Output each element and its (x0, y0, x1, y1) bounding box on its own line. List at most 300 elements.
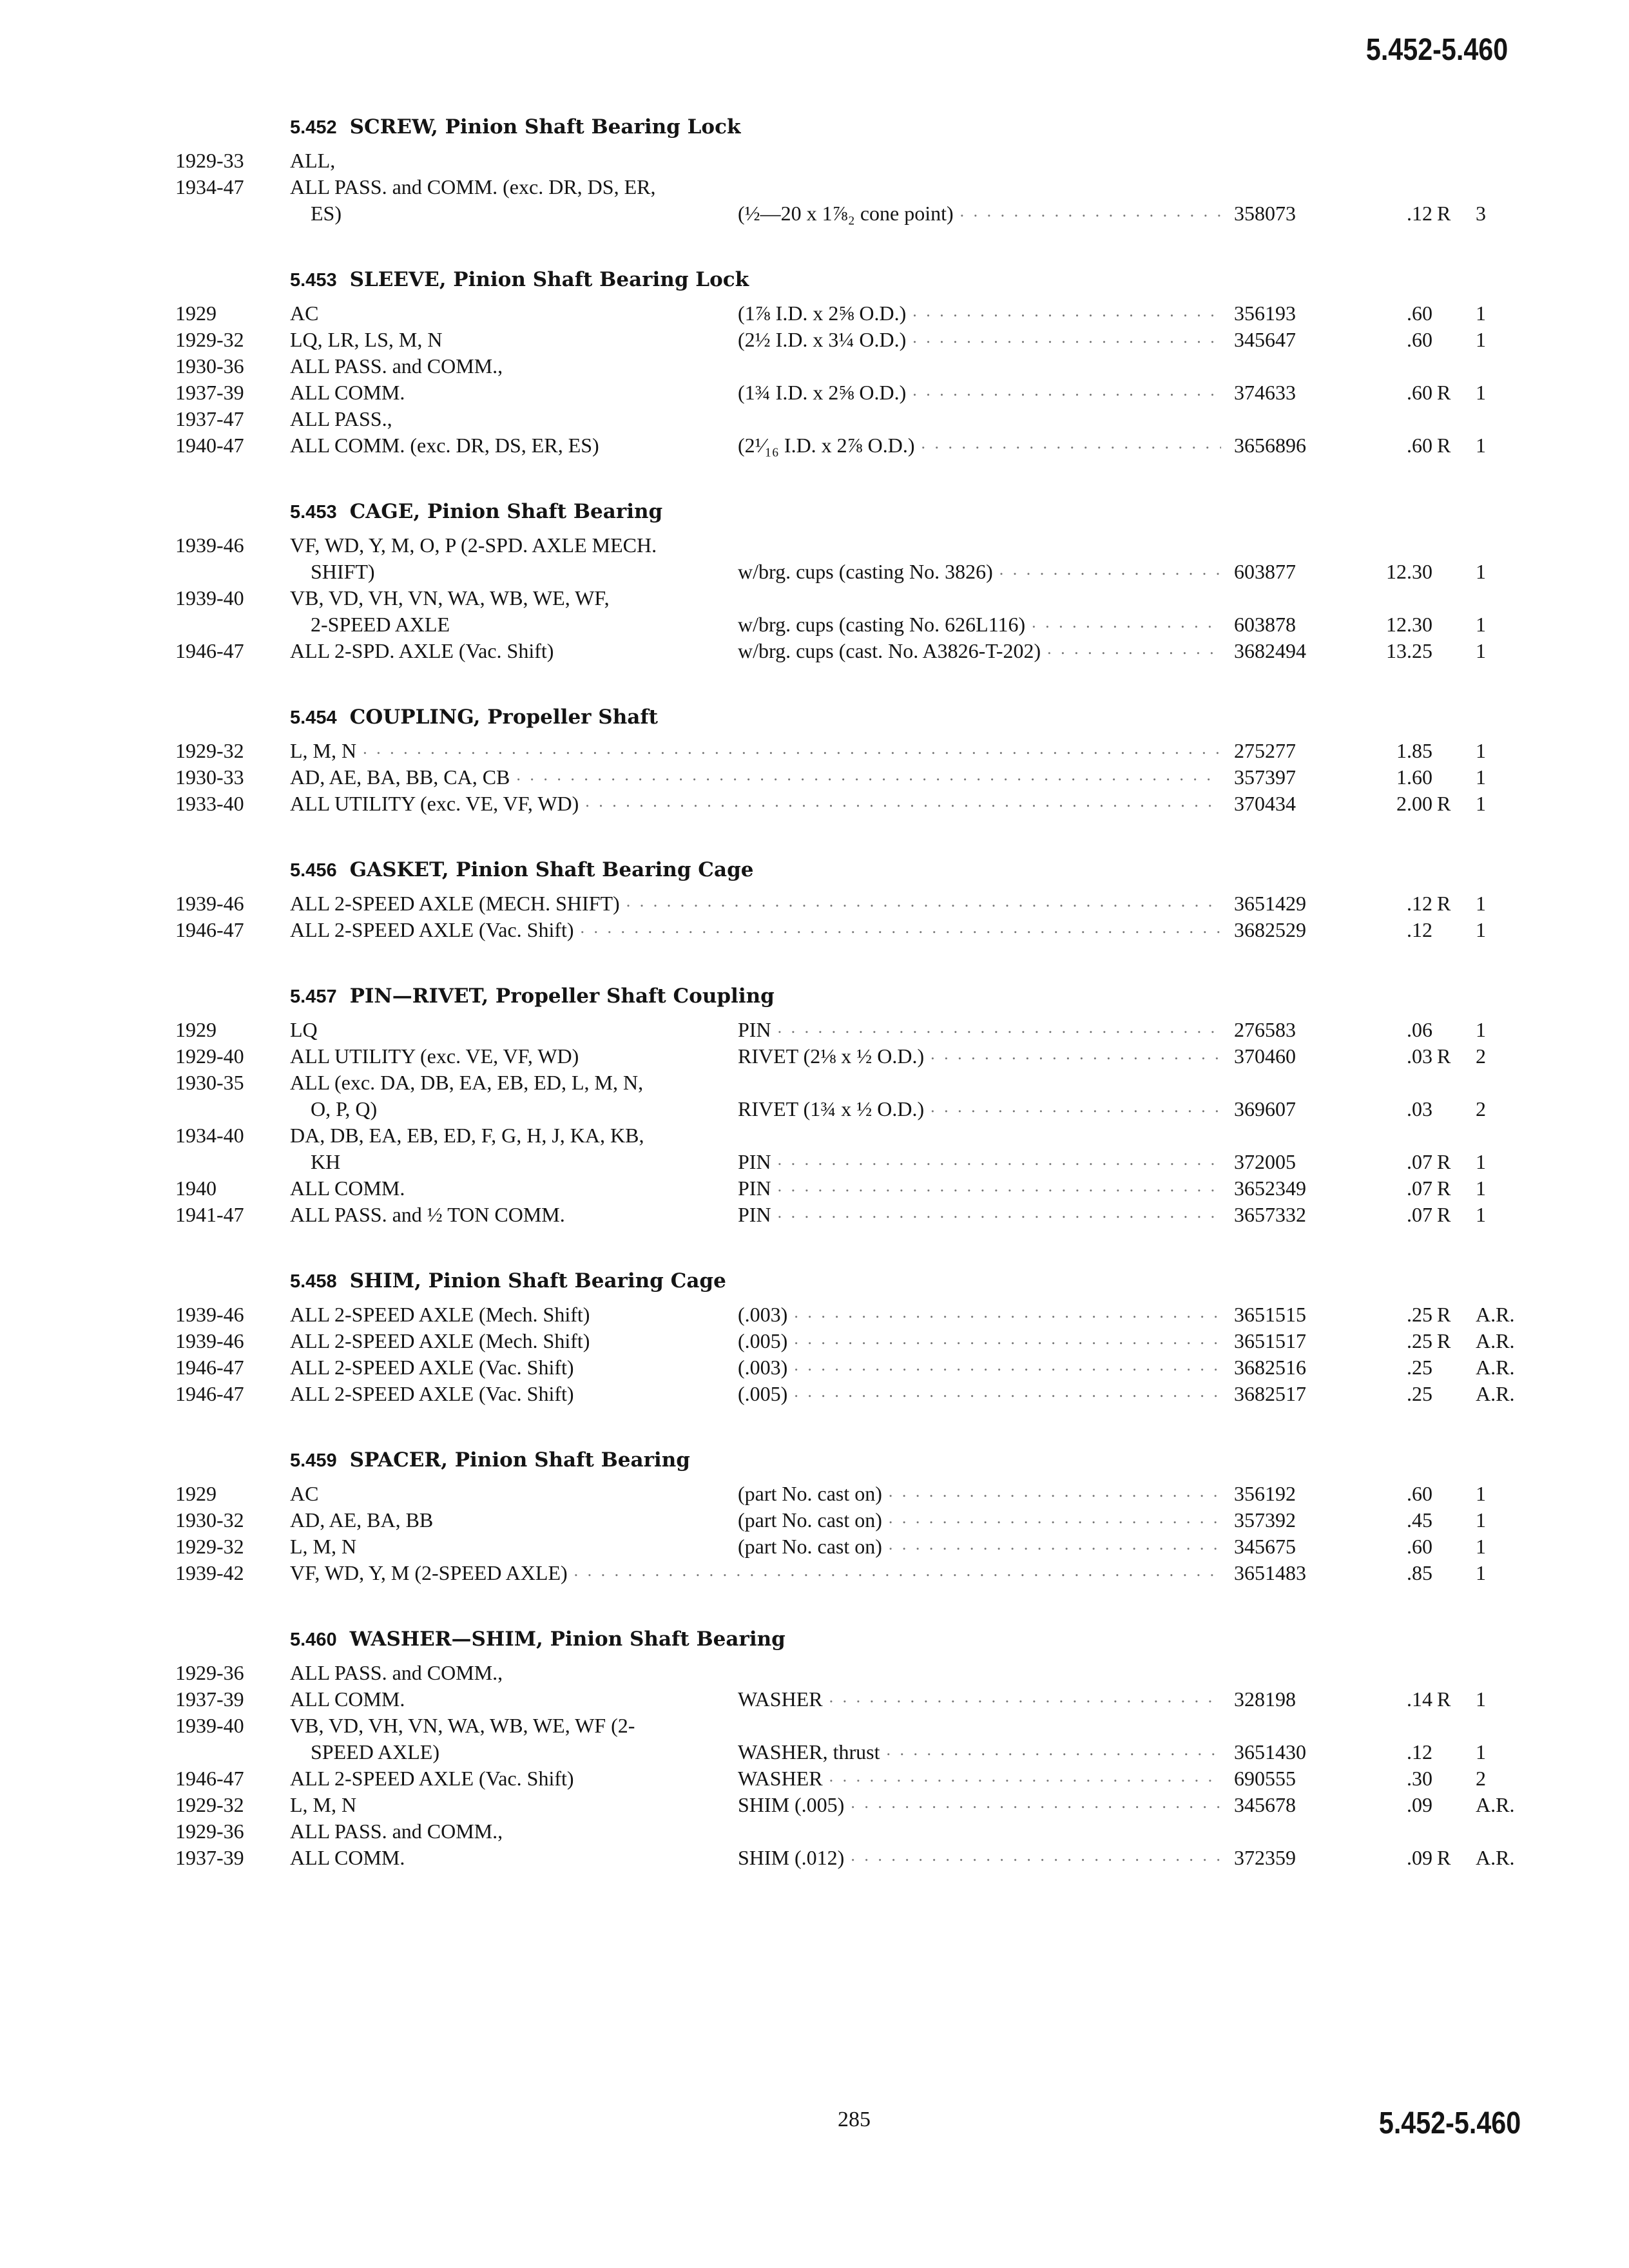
year-cell: 1939-46 (175, 1329, 244, 1352)
table-row (0, 1354, 1629, 1381)
r-flag-cell: R (1437, 892, 1451, 915)
catalog-section (0, 697, 1629, 817)
section-title (290, 1628, 786, 1651)
r-flag-cell: R (1437, 1303, 1451, 1326)
application-cell: ALL COMM. (290, 1846, 405, 1869)
section-number: 5.457 (290, 986, 337, 1007)
price-cell: .06 (1407, 1018, 1432, 1041)
application-cell: VF, WD, Y, M, O, P (2-SPD. AXLE MECH. (290, 533, 657, 557)
price-cell: 2.00 (1396, 792, 1432, 815)
table-row (0, 148, 1629, 174)
price-cell: .45 (1407, 1508, 1432, 1532)
catalog-section (0, 491, 1629, 664)
year-cell: 1934-47 (175, 175, 244, 198)
description-cell: WASHER (738, 1767, 823, 1790)
dot-leader (851, 1793, 1221, 1815)
catalog-section (0, 975, 1629, 1228)
dot-leader (585, 792, 1221, 814)
dot-leader (930, 1044, 1221, 1066)
quantity-cell: 1 (1476, 1177, 1486, 1200)
table-row (0, 1818, 1629, 1845)
table-row (0, 1043, 1629, 1070)
table-row (0, 1175, 1629, 1202)
table-row (0, 1481, 1629, 1507)
section-heading (0, 1439, 1629, 1481)
price-cell: .85 (1407, 1561, 1432, 1584)
part-number-cell: 603878 (1234, 613, 1296, 636)
table-row (0, 1845, 1629, 1871)
table-row (0, 1149, 1629, 1175)
price-cell: .09 (1407, 1793, 1432, 1816)
part-number-cell: 357392 (1234, 1508, 1296, 1532)
r-flag-cell: R (1437, 1203, 1451, 1226)
year-cell: 1946-47 (175, 918, 244, 941)
section-title (290, 1448, 690, 1472)
year-cell: 1946-47 (175, 639, 244, 662)
table-row (0, 1560, 1629, 1586)
year-cell: 1937-39 (175, 381, 244, 404)
application-cell: L, M, N (290, 1535, 357, 1558)
price-cell: .07 (1407, 1203, 1432, 1226)
description-cell: (part No. cast on) (738, 1535, 882, 1558)
dot-leader (886, 1740, 1221, 1762)
price-cell: .03 (1407, 1044, 1432, 1068)
quantity-cell: 1 (1476, 1561, 1486, 1584)
application-cell: KH (311, 1150, 341, 1173)
year-cell: 1939-46 (175, 1303, 244, 1326)
section-heading (0, 259, 1629, 300)
dot-leader (960, 202, 1221, 224)
table-row (0, 1660, 1629, 1686)
table-row (0, 791, 1629, 817)
year-cell: 1929-36 (175, 1661, 244, 1684)
table-row (0, 890, 1629, 917)
application-cell: AC (290, 302, 319, 325)
table-row (0, 1533, 1629, 1560)
section-heading (0, 1260, 1629, 1302)
table-row (0, 917, 1629, 943)
r-flag-cell: R (1437, 1329, 1451, 1352)
application-cell: ALL 2-SPEED AXLE (Mech. Shift) (290, 1303, 590, 1326)
part-number-cell: 3682529 (1234, 918, 1306, 941)
section-title (290, 985, 775, 1008)
application-cell: AC (290, 1482, 319, 1505)
application-cell: ALL COMM. (290, 1687, 405, 1711)
r-flag-cell: R (1437, 1687, 1451, 1711)
section-number: 5.460 (290, 1629, 337, 1650)
application-cell: ALL 2-SPEED AXLE (Mech. Shift) (290, 1329, 590, 1352)
part-number-cell: 3651483 (1234, 1561, 1306, 1584)
year-cell: 1930-32 (175, 1508, 244, 1532)
application-cell: ALL UTILITY (exc. VE, VF, WD) (290, 1044, 579, 1068)
description-cell: RIVET (2⅛ x ½ O.D.) (738, 1044, 925, 1068)
table-row (0, 585, 1629, 611)
section-title-text: WASHER—SHIM, Pinion Shaft Bearing (349, 1628, 786, 1651)
quantity-cell: 1 (1476, 328, 1486, 351)
application-cell: L, M, N (290, 739, 357, 762)
catalog-section (0, 1619, 1629, 1871)
table-row (0, 559, 1629, 585)
quantity-cell: 1 (1476, 918, 1486, 941)
table-row (0, 1765, 1629, 1792)
section-title-text: COUPLING, Propeller Shaft (349, 706, 658, 729)
year-cell: 1939-40 (175, 1714, 244, 1737)
application-cell: AD, AE, BA, BB (290, 1508, 434, 1532)
dot-leader (794, 1329, 1221, 1351)
dot-leader (999, 560, 1221, 582)
application-cell: ALL 2-SPEED AXLE (Vac. Shift) (290, 1382, 574, 1405)
quantity-cell: 1 (1476, 1482, 1486, 1505)
price-cell: .60 (1407, 328, 1432, 351)
section-number: 5.458 (290, 1271, 337, 1292)
dot-leader (516, 765, 1221, 787)
section-number: 5.459 (290, 1450, 337, 1471)
part-number-cell: 345675 (1234, 1535, 1296, 1558)
price-cell: .09 (1407, 1846, 1432, 1869)
description-cell: w/brg. cups (cast. No. A3826-T-202) (738, 639, 1041, 662)
section-heading (0, 975, 1629, 1017)
application-cell: VF, WD, Y, M (2-SPEED AXLE) (290, 1561, 568, 1584)
description-cell: (.003) (738, 1356, 788, 1379)
r-flag-cell: R (1437, 1044, 1451, 1068)
year-cell: 1937-39 (175, 1846, 244, 1869)
part-number-cell: 356192 (1234, 1482, 1296, 1505)
dot-leader (626, 892, 1221, 914)
section-title (290, 268, 749, 291)
year-cell: 1939-46 (175, 892, 244, 915)
page-number: 285 (838, 2108, 871, 2131)
price-cell: .25 (1407, 1382, 1432, 1405)
price-cell: .60 (1407, 302, 1432, 325)
part-number-cell: 3657332 (1234, 1203, 1306, 1226)
application-cell: ALL 2-SPEED AXLE (Vac. Shift) (290, 1356, 574, 1379)
application-cell: ALL PASS. and COMM., (290, 354, 503, 378)
quantity-cell: 2 (1476, 1044, 1486, 1068)
dot-leader (851, 1846, 1221, 1868)
section-title (290, 706, 658, 729)
catalog-section (0, 106, 1629, 227)
price-cell: 1.60 (1396, 765, 1432, 789)
year-cell: 1940-47 (175, 434, 244, 457)
quantity-cell: A.R. (1476, 1356, 1515, 1379)
application-cell: ES) (311, 202, 342, 225)
part-number-cell: 369607 (1234, 1097, 1296, 1120)
table-row (0, 1017, 1629, 1043)
part-number-cell: 3656896 (1234, 434, 1306, 457)
application-cell: ALL 2-SPEED AXLE (MECH. SHIFT) (290, 892, 620, 915)
section-number: 5.454 (290, 707, 337, 728)
price-cell: .07 (1407, 1150, 1432, 1173)
table-row (0, 764, 1629, 791)
table-row (0, 611, 1629, 638)
dot-leader (778, 1203, 1221, 1225)
dot-leader (889, 1508, 1221, 1530)
application-cell: ALL COMM. (exc. DR, DS, ER, ES) (290, 434, 599, 457)
table-row (0, 1792, 1629, 1818)
quantity-cell: 2 (1476, 1097, 1486, 1120)
application-cell: ALL, (290, 149, 336, 172)
application-cell: ALL PASS. and COMM. (exc. DR, DS, ER, (290, 175, 656, 198)
page-range-header: 5.452-5.460 (1365, 33, 1508, 67)
price-cell: .12 (1407, 1740, 1432, 1763)
description-cell: PIN (738, 1018, 771, 1041)
part-number-cell: 3651429 (1234, 892, 1306, 915)
year-cell: 1946-47 (175, 1382, 244, 1405)
part-number-cell: 345678 (1234, 1793, 1296, 1816)
year-cell: 1939-46 (175, 533, 244, 557)
price-cell: 12.30 (1386, 560, 1432, 583)
price-cell: .60 (1407, 434, 1432, 457)
section-title (290, 115, 740, 139)
table-row (0, 1202, 1629, 1228)
year-cell: 1929 (175, 1482, 217, 1505)
dot-leader (912, 328, 1221, 350)
price-cell: .12 (1407, 202, 1432, 225)
quantity-cell: 3 (1476, 202, 1486, 225)
year-cell: 1939-42 (175, 1561, 244, 1584)
part-number-cell: 276583 (1234, 1018, 1296, 1041)
table-row (0, 432, 1629, 459)
year-cell: 1929-40 (175, 1044, 244, 1068)
year-cell: 1929-32 (175, 1793, 244, 1816)
r-flag-cell: R (1437, 381, 1451, 404)
year-cell: 1929 (175, 1018, 217, 1041)
table-row (0, 1686, 1629, 1713)
table-row (0, 1381, 1629, 1407)
quantity-cell: 1 (1476, 302, 1486, 325)
application-cell: LQ, LR, LS, M, N (290, 328, 443, 351)
quantity-cell: A.R. (1476, 1329, 1515, 1352)
quantity-cell: 1 (1476, 560, 1486, 583)
quantity-cell: 1 (1476, 1508, 1486, 1532)
r-flag-cell: R (1437, 792, 1451, 815)
part-number-cell: 374633 (1234, 381, 1296, 404)
year-cell: 1940 (175, 1177, 217, 1200)
catalog-section (0, 1260, 1629, 1407)
price-cell: .12 (1407, 892, 1432, 915)
table-row (0, 638, 1629, 664)
table-row (0, 1739, 1629, 1765)
year-cell: 1929-32 (175, 328, 244, 351)
quantity-cell: A.R. (1476, 1846, 1515, 1869)
dot-leader (794, 1382, 1221, 1404)
table-row (0, 300, 1629, 327)
r-flag-cell: R (1437, 1177, 1451, 1200)
application-cell: VB, VD, VH, VN, WA, WB, WE, WF (2- (290, 1714, 635, 1737)
table-row (0, 1122, 1629, 1149)
r-flag-cell: R (1437, 434, 1451, 457)
year-cell: 1946-47 (175, 1767, 244, 1790)
part-number-cell: 372359 (1234, 1846, 1296, 1869)
year-cell: 1937-47 (175, 407, 244, 430)
quantity-cell: 1 (1476, 639, 1486, 662)
section-title-text: SLEEVE, Pinion Shaft Bearing Lock (349, 268, 749, 291)
year-cell: 1934-40 (175, 1124, 244, 1147)
section-title-text: SPACER, Pinion Shaft Bearing (349, 1448, 690, 1472)
application-cell: SPEED AXLE) (311, 1740, 439, 1763)
section-heading (0, 491, 1629, 532)
part-number-cell: 3651517 (1234, 1329, 1306, 1352)
price-cell: .30 (1407, 1767, 1432, 1790)
part-number-cell: 3682494 (1234, 639, 1306, 662)
table-row (0, 1328, 1629, 1354)
r-flag-cell: R (1437, 1150, 1451, 1173)
part-number-cell: 690555 (1234, 1767, 1296, 1790)
part-number-cell: 3651515 (1234, 1303, 1306, 1326)
section-number: 5.452 (290, 117, 337, 138)
table-row (0, 1507, 1629, 1533)
quantity-cell: A.R. (1476, 1793, 1515, 1816)
application-cell: ALL 2-SPEED AXLE (Vac. Shift) (290, 1767, 574, 1790)
year-cell: 1939-40 (175, 586, 244, 610)
part-number-cell: 3652349 (1234, 1177, 1306, 1200)
dot-leader (889, 1535, 1221, 1557)
section-heading (0, 849, 1629, 890)
application-cell: ALL PASS. and COMM., (290, 1661, 503, 1684)
application-cell: ALL 2-SPEED AXLE (Vac. Shift) (290, 918, 574, 941)
table-row (0, 738, 1629, 764)
part-number-cell: 370434 (1234, 792, 1296, 815)
price-cell: .25 (1407, 1356, 1432, 1379)
description-cell: (part No. cast on) (738, 1508, 882, 1532)
description-cell: (½—20 x 1⅞₂ cone point) (738, 202, 954, 225)
quantity-cell: 1 (1476, 765, 1486, 789)
part-number-cell: 275277 (1234, 739, 1296, 762)
section-heading (0, 697, 1629, 738)
application-cell: ALL COMM. (290, 1177, 405, 1200)
price-cell: 13.25 (1386, 639, 1432, 662)
catalog-section (0, 1439, 1629, 1586)
description-cell: w/brg. cups (casting No. 3826) (738, 560, 993, 583)
year-cell: 1941-47 (175, 1203, 244, 1226)
description-cell: PIN (738, 1177, 771, 1200)
description-cell: WASHER, thrust (738, 1740, 880, 1763)
quantity-cell: 1 (1476, 613, 1486, 636)
description-cell: SHIM (.012) (738, 1846, 845, 1869)
catalog-section (0, 849, 1629, 943)
dot-leader (581, 918, 1221, 940)
price-cell: .25 (1407, 1303, 1432, 1326)
section-number: 5.453 (290, 270, 337, 291)
application-cell: ALL COMM. (290, 381, 405, 404)
price-cell: .25 (1407, 1329, 1432, 1352)
application-cell: DA, DB, EA, EB, ED, F, G, H, J, KA, KB, (290, 1124, 644, 1147)
description-cell: (.003) (738, 1303, 788, 1326)
year-cell: 1933-40 (175, 792, 244, 815)
table-row (0, 1070, 1629, 1096)
year-cell: 1930-36 (175, 354, 244, 378)
quantity-cell: 1 (1476, 1018, 1486, 1041)
quantity-cell: 1 (1476, 1535, 1486, 1558)
part-number-cell: 328198 (1234, 1687, 1296, 1711)
year-cell: 1930-35 (175, 1071, 244, 1094)
application-cell: ALL 2-SPD. AXLE (Vac. Shift) (290, 639, 554, 662)
application-cell: LQ (290, 1018, 318, 1041)
table-row (0, 353, 1629, 380)
part-number-cell: 603877 (1234, 560, 1296, 583)
quantity-cell: 1 (1476, 892, 1486, 915)
table-row (0, 532, 1629, 559)
price-cell: 12.30 (1386, 613, 1432, 636)
application-cell: 2-SPEED AXLE (311, 613, 450, 636)
part-number-cell: 3682517 (1234, 1382, 1306, 1405)
year-cell: 1929-36 (175, 1820, 244, 1843)
part-number-cell: 345647 (1234, 328, 1296, 351)
section-title-text: PIN—RIVET, Propeller Shaft Coupling (349, 985, 775, 1008)
description-cell: (part No. cast on) (738, 1482, 882, 1505)
dot-leader (912, 381, 1221, 403)
quantity-cell: 1 (1476, 739, 1486, 762)
table-row (0, 174, 1629, 200)
quantity-cell: 1 (1476, 1687, 1486, 1711)
year-cell: 1929-32 (175, 1535, 244, 1558)
table-row (0, 380, 1629, 406)
section-heading (0, 106, 1629, 148)
application-cell: L, M, N (290, 1793, 357, 1816)
application-cell: O, P, Q) (311, 1097, 378, 1120)
year-cell: 1946-47 (175, 1356, 244, 1379)
year-cell: 1929 (175, 302, 217, 325)
application-cell: ALL PASS. and COMM., (290, 1820, 503, 1843)
year-cell: 1930-33 (175, 765, 244, 789)
quantity-cell: 1 (1476, 434, 1486, 457)
dot-leader (829, 1767, 1221, 1789)
dot-leader (1047, 639, 1221, 661)
quantity-cell: 1 (1476, 381, 1486, 404)
dot-leader (912, 302, 1221, 323)
quantity-cell: A.R. (1476, 1303, 1515, 1326)
part-number-cell: 3651430 (1234, 1740, 1306, 1763)
year-cell: 1937-39 (175, 1687, 244, 1711)
quantity-cell: 1 (1476, 792, 1486, 815)
r-flag-cell: R (1437, 202, 1451, 225)
table-row (0, 200, 1629, 227)
application-cell: ALL PASS., (290, 407, 392, 430)
dot-leader (794, 1303, 1221, 1325)
quantity-cell: 1 (1476, 1150, 1486, 1173)
r-flag-cell: R (1437, 1846, 1451, 1869)
description-cell: WASHER (738, 1687, 823, 1711)
dot-leader (794, 1356, 1221, 1378)
section-heading (0, 1619, 1629, 1660)
price-cell: .14 (1407, 1687, 1432, 1711)
part-number-cell: 3682516 (1234, 1356, 1306, 1379)
description-cell: RIVET (1¾ x ½ O.D.) (738, 1097, 925, 1120)
section-number: 5.456 (290, 860, 337, 881)
section-title-text: SCREW, Pinion Shaft Bearing Lock (349, 115, 741, 139)
table-row (0, 1713, 1629, 1739)
price-cell: .60 (1407, 1482, 1432, 1505)
description-cell: (2¹⁄₁₆ I.D. x 2⅞ O.D.) (738, 434, 915, 457)
dot-leader (889, 1482, 1221, 1504)
dot-leader (829, 1687, 1221, 1709)
quantity-cell: 1 (1476, 1740, 1486, 1763)
price-cell: .60 (1407, 1535, 1432, 1558)
part-number-cell: 356193 (1234, 302, 1296, 325)
section-title-text: SHIM, Pinion Shaft Bearing Cage (349, 1269, 726, 1293)
price-cell: .03 (1407, 1097, 1432, 1120)
table-row (0, 1302, 1629, 1328)
section-title (290, 1269, 726, 1293)
dot-leader (921, 434, 1221, 456)
part-number-cell: 357397 (1234, 765, 1296, 789)
quantity-cell: 2 (1476, 1767, 1486, 1790)
section-title-text: CAGE, Pinion Shaft Bearing (349, 500, 663, 523)
description-cell: (1⅞ I.D. x 2⅝ O.D.) (738, 302, 907, 325)
section-title (290, 500, 662, 523)
page-range-footer: 5.452-5.460 (1378, 2106, 1521, 2140)
quantity-cell: A.R. (1476, 1382, 1515, 1405)
